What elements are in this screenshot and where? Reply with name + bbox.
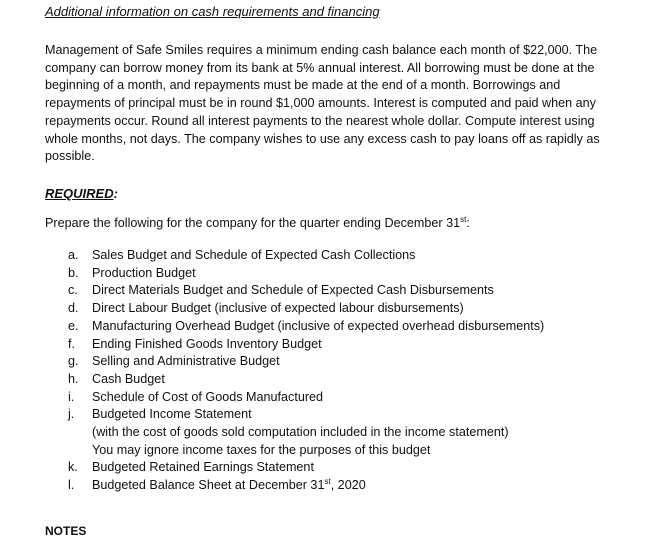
list-item-text: Budgeted Balance Sheet at December 31 [92, 478, 325, 493]
list-item-text: Production Budget [92, 265, 196, 280]
list-marker: b. [68, 265, 79, 280]
list-item-text: Direct Materials Budget and Schedule of Expected Cash Disbursements [92, 283, 494, 298]
list-marker: j. [68, 407, 75, 422]
paragraph-line: whole months, not days. The company wishes to use any excess cash to pay loans off as rapidly as [45, 131, 600, 146]
prepare-instruction [45, 216, 470, 230]
paragraph-line: Management of Safe Smiles requires a minimum ending cash balance each month of $22,000. The [45, 43, 598, 57]
list-item-superscript: st [324, 476, 331, 486]
list-marker: c. [68, 283, 78, 298]
list-item-l [68, 477, 648, 495]
paragraph-line: beginning of a month, and repayments must be made at the end of a month. Borrowings and [45, 78, 561, 93]
list-item-subtext: You may ignore income taxes for the purposes of this budget [92, 442, 431, 457]
list-item-d [68, 300, 648, 318]
list-marker: h. [68, 371, 79, 386]
list-item-text: Cash Budget [92, 371, 165, 386]
list-marker: l. [68, 478, 75, 493]
list-item-e [68, 318, 648, 336]
prepare-tail: : [466, 216, 470, 230]
list-item-i [68, 389, 648, 407]
list-item-text: Sales Budget and Schedule of Expected Cash Collections [92, 248, 416, 262]
list-item-a [68, 247, 648, 265]
list-item-h [68, 371, 648, 389]
paragraph-line: repayments of principal must be in round $1,000 amounts. Interest is computed and paid when any [45, 96, 596, 111]
list-marker: i. [68, 389, 75, 404]
list-marker: f. [68, 336, 75, 351]
list-item-b [68, 265, 648, 283]
prepare-text: Prepare the following for the company for the quarter ending December 31 [45, 216, 461, 230]
list-item-subtext: (with the cost of goods sold computation included in the income statement) [92, 425, 509, 440]
list-marker: k. [68, 460, 78, 475]
prepare-superscript: st [460, 214, 467, 224]
cash-requirements-paragraph [45, 42, 645, 166]
list-item-text: Manufacturing Overhead Budget (inclusive of expected overhead disbursements) [92, 318, 545, 333]
list-item-text: Direct Labour Budget (inclusive of expected labour disbursements) [92, 301, 464, 316]
list-item-g [68, 353, 648, 371]
paragraph-line: repayments occur. Round all interest payments to the nearest whole dollar. Compute interest using [45, 113, 595, 128]
list-item-text: Budgeted Retained Earnings Statement [92, 460, 314, 475]
required-heading [45, 186, 118, 201]
list-marker: d. [68, 301, 79, 316]
paragraph-line: company can borrow money from its bank at 5% annual interest. All borrowing must be done at the [45, 60, 595, 75]
list-item-f [68, 336, 648, 354]
list-marker: a. [68, 248, 79, 262]
list-item-k [68, 459, 648, 477]
paragraph-line: possible. [45, 149, 95, 164]
required-items-list [68, 247, 648, 495]
list-marker: e. [68, 318, 79, 333]
list-item-text: Ending Finished Goods Inventory Budget [92, 336, 322, 351]
list-item-text: Selling and Administrative Budget [92, 354, 280, 369]
required-word: REQUIRED [45, 186, 114, 201]
list-item-j [68, 406, 648, 459]
list-item-text: Budgeted Income Statement [92, 407, 252, 422]
section-heading: Additional information on cash requirements and financing [45, 4, 380, 19]
list-item-tail: , 2020 [330, 478, 366, 493]
list-item-text: Schedule of Cost of Goods Manufactured [92, 389, 324, 404]
list-item-c [68, 282, 648, 300]
required-colon: : [113, 186, 118, 201]
notes-heading: NOTES [45, 524, 87, 538]
list-marker: g. [68, 354, 79, 369]
